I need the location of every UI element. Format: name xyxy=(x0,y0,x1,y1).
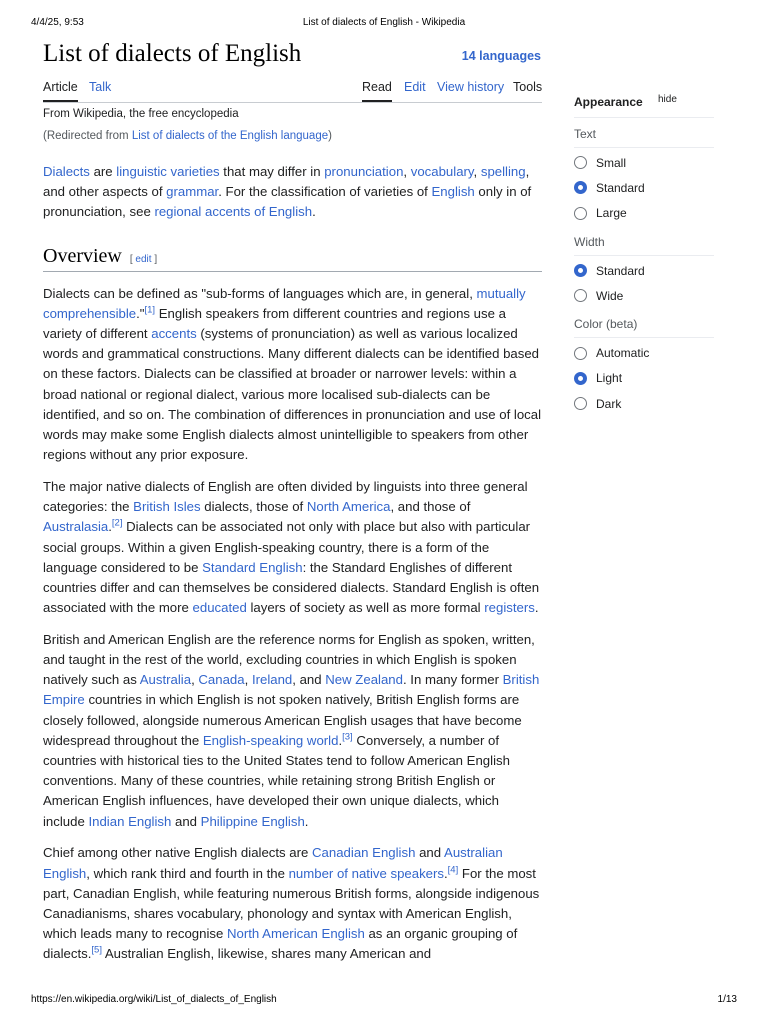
link-regional-accents[interactable]: regional accents of English xyxy=(154,204,313,220)
link-spelling[interactable]: spelling xyxy=(480,164,526,179)
tab-article[interactable]: Article xyxy=(43,80,78,102)
link-indian-english[interactable]: Indian English xyxy=(88,813,172,829)
link-ireland[interactable]: Ireland xyxy=(251,672,293,688)
link-linguistic-varieties[interactable]: linguistic varieties xyxy=(116,164,220,179)
radio-icon[interactable] xyxy=(574,156,587,169)
link-english-speaking-world[interactable]: English-speaking world xyxy=(202,732,339,748)
color-option-automatic[interactable]: Automatic xyxy=(574,340,714,365)
tab-edit[interactable]: Edit xyxy=(404,80,426,94)
print-datetime: 4/4/25, 9:53 xyxy=(31,17,84,28)
paragraph-4: Chief among other native English dialects are Canadian English and Australian English, which rank third and fourth in the number of native speakers.[4] For the most part, Canadian English, while featuring numerous British forms, alongside indigenous Canadianisms, shares vocabulary, phonology and syntax with American English, which leads many to recognise North American English as an organic grouping of dialects.[5] Australian English, likewise, shares many American and xyxy=(43,845,540,962)
radio-selected-icon[interactable] xyxy=(574,264,587,277)
page-tabs xyxy=(43,80,542,103)
color-option-light[interactable]: Light xyxy=(574,366,714,391)
link-australia[interactable]: Australia xyxy=(139,672,192,688)
print-doc-title: List of dialects of English - Wikipedia xyxy=(302,17,466,28)
link-pronunciation[interactable]: pronunciation xyxy=(324,164,404,179)
hide-button[interactable]: hide xyxy=(658,94,677,105)
ref-3[interactable]: [3] xyxy=(342,731,353,743)
link-vocabulary[interactable]: vocabulary xyxy=(410,164,474,179)
print-url: https://en.wikipedia.org/wiki/List_of_dialects_of_English xyxy=(31,994,277,1005)
appearance-header xyxy=(574,93,714,118)
link-north-america[interactable]: North America xyxy=(306,499,391,515)
redirect-link[interactable]: List of dialects of the English language xyxy=(131,130,329,142)
paragraph-2: The major native dialects of English are often divided by linguists into three general categories: the British Isles dialects, those of North America, and those of Australasia.[2] Dialects can be associated not only with place but also with particular social groups. Within a given English-speaking country, there is a form of the language considered to be Standard English: the Standard Englishes of different countries differ and can themselves be considered dialects. Standard English is often associated with the more educated layers of society as well as more formal registers. xyxy=(43,478,540,616)
article-content xyxy=(43,108,542,976)
link-number-of-native-speakers[interactable]: number of native speakers xyxy=(288,865,444,881)
radio-selected-icon[interactable] xyxy=(574,181,587,194)
link-english[interactable]: English xyxy=(431,184,475,200)
radio-icon[interactable] xyxy=(574,289,587,302)
print-header xyxy=(0,17,768,31)
link-australasia[interactable]: Australasia xyxy=(43,519,109,535)
ref-5[interactable]: [5] xyxy=(91,945,102,957)
text-size-option-standard[interactable]: Standard xyxy=(574,175,714,200)
print-footer xyxy=(0,994,768,1008)
text-size-label: Text xyxy=(574,127,714,148)
tab-view-history[interactable]: View history xyxy=(437,80,505,94)
link-accents[interactable]: accents xyxy=(151,326,197,342)
link-mutually-comprehensible[interactable]: mutually comprehensible xyxy=(43,285,526,321)
link-canadian-english[interactable]: Canadian English xyxy=(312,845,416,861)
tab-talk[interactable]: Talk xyxy=(89,80,112,94)
section-edit-link[interactable]: edit xyxy=(135,253,152,265)
link-british-empire[interactable]: British Empire xyxy=(43,672,540,708)
section-edit: [ edit ] xyxy=(129,253,158,265)
link-educated[interactable]: educated xyxy=(192,600,247,616)
ref-4[interactable]: [4] xyxy=(447,864,459,876)
link-philippine-english[interactable]: Philippine English xyxy=(200,813,305,829)
link-registers[interactable]: registers xyxy=(484,600,535,616)
link-grammar[interactable]: grammar xyxy=(166,184,219,200)
paragraph-1: Dialects can be defined as "sub-forms of languages which are, in general, mutually comprehensible."[1] English speakers from different countries and regions use a variety of different accents (systems of pronunciation) as well as various localized words and grammatical constructions. Many different dialects can be identified based on these factors. Dialects can be classified at broader or narrower levels: within a broad national or regional dialect, various more localised sub-dialects can be identified, and so on. The combination of differences in pronunciation and use of local words may make some English dialects almost unintelligible to speakers from other regions without any prior exposure. xyxy=(43,285,542,463)
link-new-zealand[interactable]: New Zealand xyxy=(325,672,403,688)
width-option-standard[interactable]: Standard xyxy=(574,258,714,283)
width-option-wide[interactable]: Wide xyxy=(574,283,714,308)
link-australian-english[interactable]: Australian English xyxy=(43,845,503,881)
paragraph-3: British and American English are the reference norms for English as spoken, written, and taught in the rest of the world, excluding countries in which English is spoken natively such as Australia, Canada, Ireland, and New Zealand. In many former British Empire countries in which English is not spoken natively, British English forms are closely followed, alongside numerous American English usages that have become widespread throughout the English-speaking world.[3] Conversely, a number of countries with historical ties to the United States tend to follow American English conventions. Many of these countries, while retaining strong British English or American English influences, have developed their own unique dialects, which include Indian English and Philippine English. xyxy=(43,631,540,829)
radio-icon[interactable] xyxy=(574,347,587,360)
tab-read[interactable]: Read xyxy=(362,80,392,102)
width-options xyxy=(574,258,714,309)
redirect-notice: (Redirected from List of dialects of the English language) xyxy=(43,130,332,142)
text-size-option-large[interactable]: Large xyxy=(574,201,714,226)
page-title: List of dialects of English xyxy=(43,40,302,67)
languages-button[interactable]: 14 languages xyxy=(461,49,541,63)
ref-2[interactable]: [2] xyxy=(111,517,123,529)
link-standard-english[interactable]: Standard English xyxy=(202,559,303,575)
text-size-option-small[interactable]: Small xyxy=(574,150,714,175)
color-label: Color (beta) xyxy=(574,317,714,338)
link-dialects[interactable]: Dialects xyxy=(43,164,90,179)
section-title: Overview xyxy=(43,244,122,267)
radio-icon[interactable] xyxy=(574,207,587,220)
tools-menu[interactable]: Tools xyxy=(513,80,543,94)
color-options xyxy=(574,340,714,416)
appearance-title: Appearance xyxy=(574,95,643,109)
appearance-panel xyxy=(574,93,714,416)
color-option-dark[interactable]: Dark xyxy=(574,391,714,416)
ref-1[interactable]: [1] xyxy=(144,304,156,316)
radio-selected-icon[interactable] xyxy=(574,372,587,385)
link-north-american-english[interactable]: North American English xyxy=(227,926,365,942)
print-page-number: 1/13 xyxy=(717,994,737,1005)
radio-icon[interactable] xyxy=(574,397,587,410)
link-canada[interactable]: Canada xyxy=(198,672,245,688)
text-size-options xyxy=(574,150,714,226)
width-label: Width xyxy=(574,235,714,256)
lead-paragraph: Dialects are linguistic varieties that may differ in pronunciation, vocabulary, spelling, and other aspects of grammar. For the classification of varieties of English only in of pronunciation, see regional accents of English. xyxy=(43,164,532,220)
link-british-isles[interactable]: British Isles xyxy=(133,499,201,515)
section-heading-overview xyxy=(43,245,542,272)
tagline: From Wikipedia, the free encyclopedia xyxy=(43,108,239,120)
